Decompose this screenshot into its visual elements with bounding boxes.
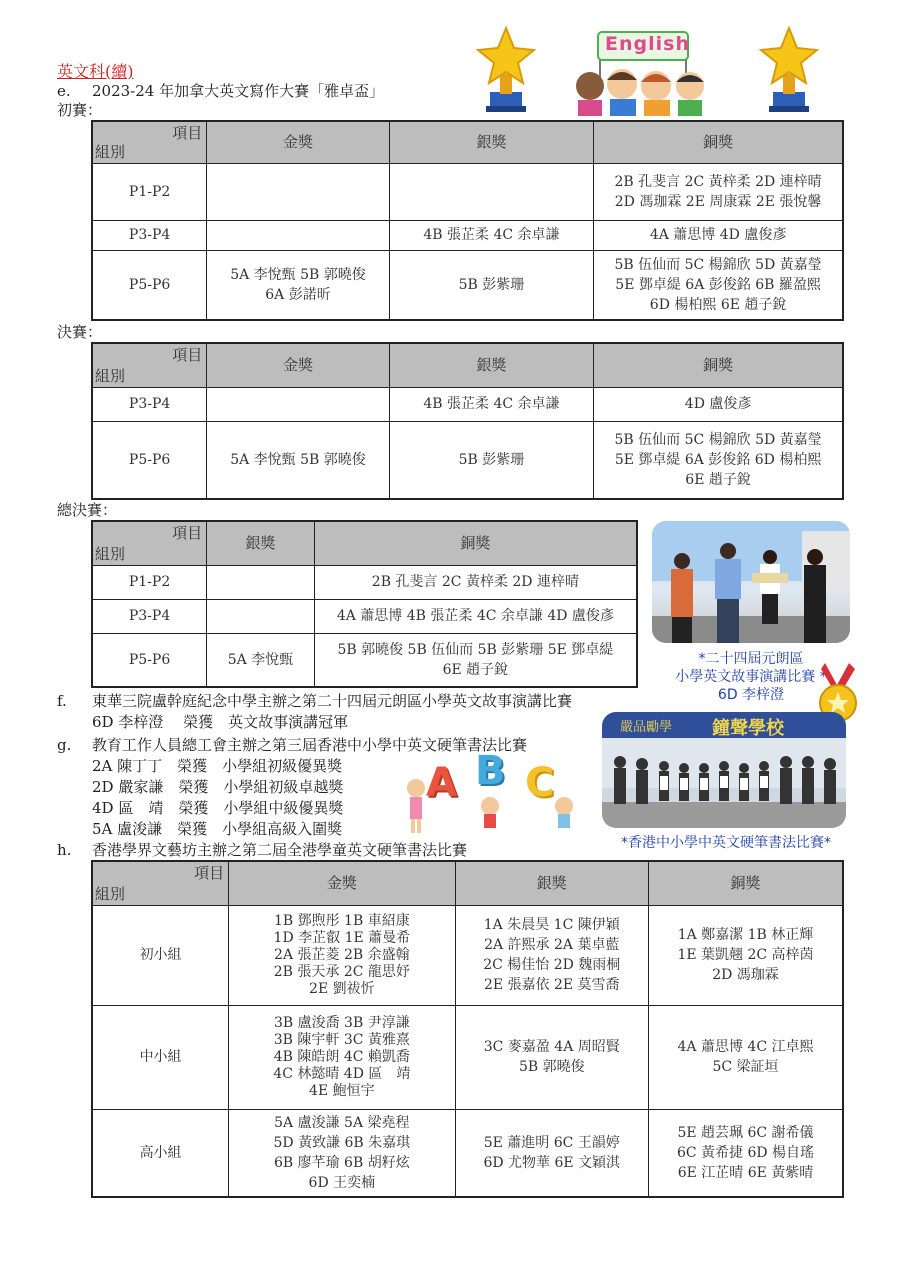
silver-cell: 4B 張芷柔 4C 余卓謙 — [389, 220, 593, 250]
group-cell: P1-P2 — [92, 565, 207, 599]
header-gold: 金獎 — [207, 121, 390, 163]
trophy-star-right-icon — [759, 26, 819, 112]
bronze-cell: 4A 蕭思博 4B 張芷柔 4C 余卓謙 4D 盧俊彥 — [314, 599, 637, 633]
group-cell: P5-P6 — [92, 250, 207, 320]
silver-cell — [207, 599, 315, 633]
header-silver: 銀獎 — [207, 521, 315, 565]
group-cell: P3-P4 — [92, 387, 207, 421]
silver-cell: 1A 朱晨昊 1C 陳伊穎 2A 許熙承 2A 葉卓藍 2C 楊佳怡 2D 魏雨桐 2E 張嘉依 2E 莫雪喬 — [455, 905, 648, 1005]
section-h-marker: h. — [57, 841, 72, 859]
group-cell: P5-P6 — [92, 633, 207, 687]
silver-cell: 5B 彭紫珊 — [389, 250, 593, 320]
trophy-star-left-icon — [476, 26, 536, 112]
header-silver: 銀獎 — [389, 343, 593, 387]
corner-header: 項目 組別 — [92, 121, 207, 163]
prelim-table — [91, 120, 844, 321]
section-g-winner: 2D 嚴家謙 榮獲 小學組初級卓越獎 — [92, 778, 344, 796]
school-name-banner: 鐘聲學校 — [712, 718, 784, 739]
bronze-cell: 5B 伍仙而 5C 楊錦欣 5D 黃嘉瑩 5E 鄧卓緹 6A 彭俊銘 6B 羅盈熙 6D 楊柏熙 6E 趙子銳 — [594, 250, 843, 320]
bronze-cell: 2B 孔斐言 2C 黃梓柔 2D 連梓晴 2D 馮珈霖 2E 周康霖 2E 張悅馨 — [594, 163, 843, 220]
gold-cell: 3B 盧浚喬 3B 尹淳謙 3B 陳宇軒 3C 黃雅熹 4B 陳皓朗 4C 賴凱喬 4C 林懿晴 4D 區 靖 4E 鮑恒宇 — [229, 1005, 455, 1109]
bronze-cell: 2B 孔斐言 2C 黃梓柔 2D 連梓晴 — [314, 565, 637, 599]
header-bronze: 銅獎 — [314, 521, 637, 565]
header-bronze: 銅獎 — [594, 121, 843, 163]
header-gold: 金獎 — [207, 343, 390, 387]
group-cell: 高小組 — [92, 1109, 229, 1197]
group-cell: P3-P4 — [92, 599, 207, 633]
silver-cell: 5A 李悅甄 — [207, 633, 315, 687]
group-cell: 初小組 — [92, 905, 229, 1005]
bronze-cell: 5E 趙芸珮 6C 謝希儀 6C 黃希捷 6D 楊自瑤 6E 江芷晴 6E 黃紫晴 — [649, 1109, 844, 1197]
gold-cell — [207, 387, 390, 421]
header-gold: 金獎 — [229, 861, 455, 905]
silver-cell: 3C 麥嘉盈 4A 周昭賢 5B 郭曉俊 — [455, 1005, 648, 1109]
silver-cell: 5B 彭紫珊 — [389, 421, 593, 499]
grand-final-label: 總決賽： — [57, 501, 118, 519]
corner-header: 項目 組別 — [92, 343, 207, 387]
group-cell: P3-P4 — [92, 220, 207, 250]
bronze-cell: 5B 伍仙而 5C 楊錦欣 5D 黃嘉瑩 5E 鄧卓緹 6A 彭俊銘 6D 楊柏熙 6E 趙子銳 — [594, 421, 843, 499]
group-cell: 中小組 — [92, 1005, 229, 1109]
group-cell: P1-P2 — [92, 163, 207, 220]
abc-letter-c: C — [525, 760, 555, 806]
header-bronze: 銅獎 — [594, 343, 843, 387]
bronze-cell: 4A 蕭思博 4D 盧俊彥 — [594, 220, 843, 250]
section-e-title: 2023-24 年加拿大英文寫作大賽「雅卓盃」 — [92, 82, 385, 100]
silver-cell: 4B 張芷柔 4C 余卓謙 — [389, 387, 593, 421]
final-label: 決賽： — [57, 323, 103, 341]
bronze-cell: 5B 郭曉俊 5B 伍仙而 5B 彭紫珊 5E 鄧卓緹 6E 趙子銳 — [314, 633, 637, 687]
english-sign-text: English — [605, 33, 690, 55]
grand-final-table — [91, 520, 638, 688]
section-e-marker: e. — [57, 82, 71, 100]
calligraphy-contest-caption: *香港中小學中英文硬筆書法比賽* — [621, 835, 831, 851]
silver-cell — [207, 565, 315, 599]
bronze-cell: 4D 盧俊彥 — [594, 387, 843, 421]
corner-header: 項目 組別 — [92, 861, 229, 905]
speech-contest-photo — [652, 521, 850, 643]
bronze-cell: 1A 鄭嘉潔 1B 林正輝 1E 葉凱翹 2C 高梓茵 2D 馮珈霖 — [649, 905, 844, 1005]
section-g-winner: 5A 盧浚謙 榮獲 小學組高級入圍獎 — [92, 820, 343, 838]
group-cell: P5-P6 — [92, 421, 207, 499]
section-f-title: 東華三院盧幹庭紀念中學主辦之第二十四屆元朗區小學英文故事演講比賽 — [92, 692, 573, 710]
abc-letter-a: A — [426, 760, 457, 806]
bronze-cell: 4A 蕭思博 4C 江卓熙 5C 梁証垣 — [649, 1005, 844, 1109]
silver-cell: 5E 蕭進明 6C 王韻婷 6D 尤物華 6E 文穎淇 — [455, 1109, 648, 1197]
section-g-title: 教育工作人員總工會主辦之第三屆香港中小學中英文硬筆書法比賽 — [92, 736, 528, 754]
final-table — [91, 342, 844, 500]
gold-cell: 5A 李悅甄 5B 郭曉俊 — [207, 421, 390, 499]
prelim-label: 初賽： — [57, 101, 103, 119]
gold-cell: 1B 鄧煦彤 1B 車紹康 1D 李芷叡 1E 蕭曼希 2A 張芷菱 2B 余盛翰 2B 張天承 2C 龍思妤 2E 劉祓忻 — [229, 905, 455, 1005]
section-g-marker: g. — [57, 736, 72, 754]
header-silver: 銀獎 — [455, 861, 648, 905]
section-heading: 英文科(續) — [57, 62, 134, 81]
calligraphy-table — [91, 860, 844, 1198]
school-motto-banner: 嚴品勵學 — [620, 720, 673, 735]
speech-contest-caption: *二十四屆元朗區 小學英文故事演講比賽 * 6D 李梓澄 — [675, 651, 827, 703]
section-g-winner: 4D 區 靖 榮獲 小學組中級優異獎 — [92, 799, 344, 817]
section-g-winner: 2A 陳丁丁 榮獲 小學組初級優異獎 — [92, 757, 343, 775]
gold-cell — [207, 220, 390, 250]
gold-cell — [207, 163, 390, 220]
gold-cell: 5A 李悅甄 5B 郭曉俊 6A 彭諾昕 — [207, 250, 390, 320]
header-silver: 銀獎 — [389, 121, 593, 163]
section-h-title: 香港學界文藝坊主辦之第二屆全港學童英文硬筆書法比賽 — [92, 841, 468, 859]
silver-cell — [389, 163, 593, 220]
section-f-winner: 6D 李梓澄 榮獲 英文故事演講冠軍 — [92, 713, 349, 731]
corner-header: 項目 組別 — [92, 521, 207, 565]
abc-letter-b: B — [475, 748, 506, 794]
gold-cell: 5A 盧浚謙 5A 梁堯程 5D 黃致謙 6B 朱嘉琪 6B 廖芊瑜 6B 胡籽炫 6D 王奕楠 — [229, 1109, 455, 1197]
header-bronze: 銅獎 — [649, 861, 844, 905]
section-f-marker: f. — [57, 692, 67, 710]
